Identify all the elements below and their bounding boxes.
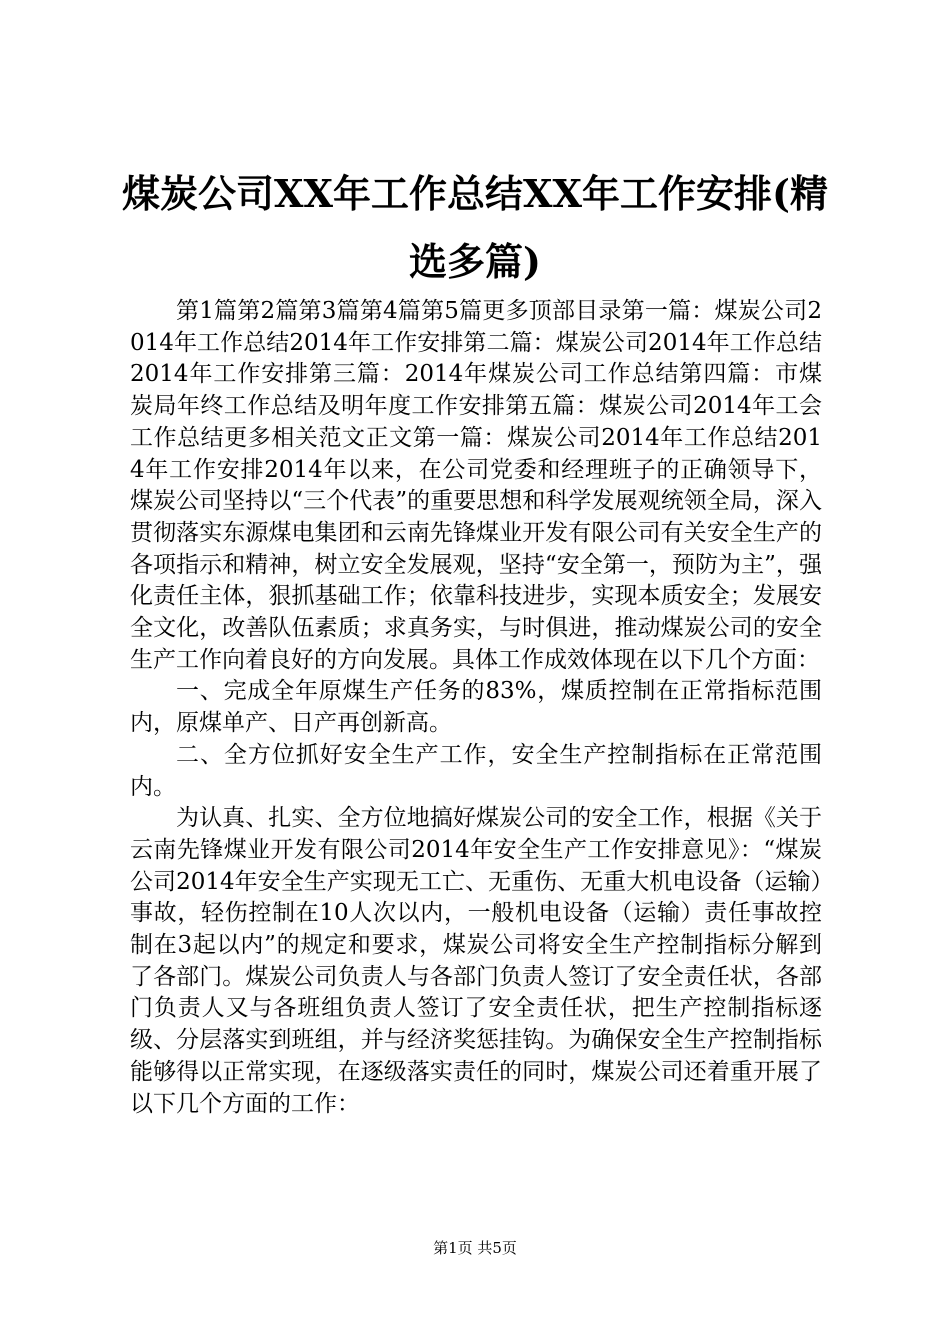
paragraph-safety-work: 为认真、扎实、全方位地搞好煤炭公司的安全工作，根据《关于云南先锋煤业开发有限公司2014年安全生产工作安排意见》：“煤炭公司2014年安全生产实现无工亡、无重伤、无重大机电设备（运输）事故，轻伤控制在10人次以内，一般机电设备（运输）责任事故控制在3起以内”的规定和要求，煤炭公司将安全生产控制指标分解到了各部门。煤炭公司负责人与各部门负责人签订了安全责任状，各部门负责人又与各班组负责人签订了安全责任状，把生产控制指标逐级、分层落实到班组，并与经济奖惩挂钩。为确保安全生产控制指标能够得以正常实现，在逐级落实责任的同时，煤炭公司还着重开展了以下几个方面的工作： <box>130 805 822 1117</box>
document-title: 煤炭公司XX年工作总结XX年工作安排(精选多篇) <box>122 171 828 284</box>
paragraph-item-two: 二、全方位抓好安全生产工作，安全生产控制指标在正常范围内。 <box>130 741 822 800</box>
paragraph-intro: 第1篇第2篇第3篇第4篇第5篇更多顶部目录第一篇：煤炭公司2014年工作总结2014年工作安排第二篇：煤炭公司2014年工作总结2014年工作安排第三篇：2014年煤炭公司工作总结第四篇：市煤炭局年终工作总结及明年度工作安排第五篇：煤炭公司2014年工会工作总结更多相关范文正文第一篇：煤炭公司2014年工作总结2014年工作安排2014年以来，在公司党委和经理班子的正确领导下，煤炭公司坚持以“三个代表”的重要思想和科学发展观统领全局，深入贯彻落实东源煤电集团和云南先锋煤业开发有限公司有关安全生产的各项指示和精神，树立安全发展观，坚持“安全第一，预防为主”，强化责任主体，狠抓基础工作；依靠科技进步，实现本质安全；发展安全文化，改善队伍素质；求真务实，与时俱进，推动煤炭公司的安全生产工作向着良好的方向发展。具体工作成效体现在以下几个方面： <box>130 298 822 673</box>
page-number-footer: 第1页 共5页 <box>433 1239 517 1257</box>
paragraph-item-one: 一、完成全年原煤生产任务的83%，煤质控制在正常指标范围内，原煤单产、日产再创新高。 <box>130 678 822 737</box>
document-body <box>130 296 822 1120</box>
